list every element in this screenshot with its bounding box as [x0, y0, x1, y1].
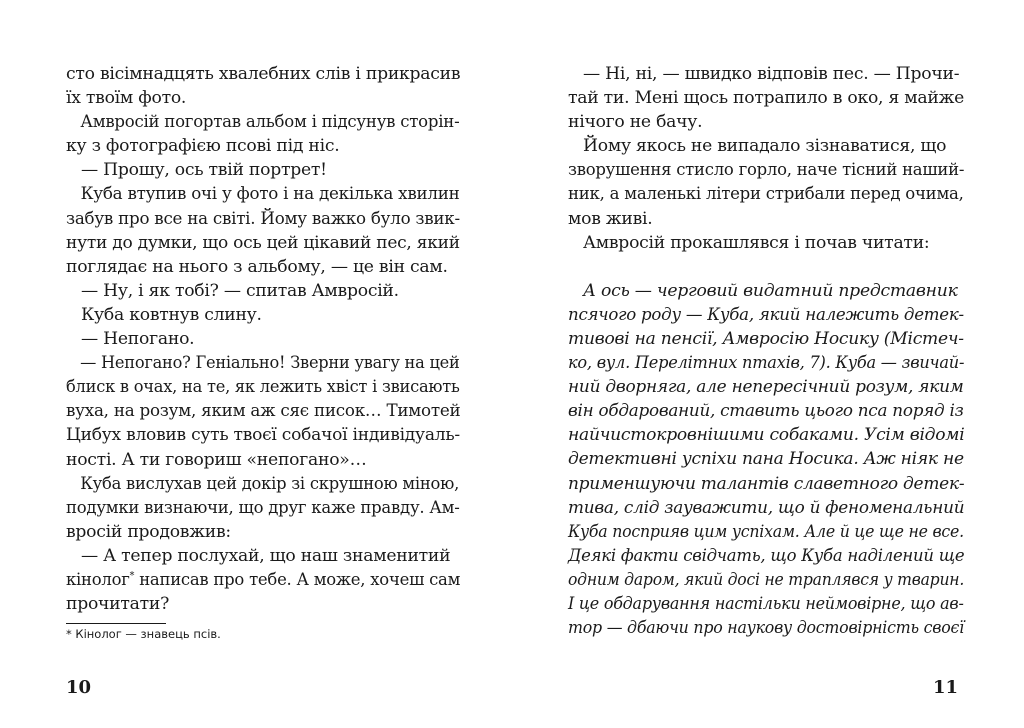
text-line: Куба втупив очі у фото і на декілька хвилин — [80, 184, 460, 205]
right-page-text — [568, 62, 964, 640]
quoted-text-line: він обдарований, ставить цього пса поряд із — [568, 401, 964, 422]
text-line: ності. А ти говориш «непогано»… — [66, 449, 367, 470]
text-line: тай ти. Мені щось потрапило в око, я майже — [568, 88, 965, 109]
text-line: прочитати? — [66, 594, 170, 615]
text-line: нути до думки, що ось цей цікавий пес, який — [66, 232, 460, 253]
text-line: Куба вислухав цей докір зі скрушною міною, — [80, 473, 460, 494]
text-line: — Непогано. — [81, 329, 195, 350]
quoted-text-line: ний дворняга, але непересічний розум, яким — [568, 377, 964, 398]
footnote-mark: * — [129, 570, 135, 582]
quoted-text-line: детективні успіхи пана Носика. Аж ніяк не — [568, 449, 964, 470]
text-line-with-footnote-mark — [66, 568, 461, 592]
text-line: ку з фотографією псові під ніс. — [66, 136, 340, 157]
text-line: — Ну, і як тобі? — спитав Амвросій. — [81, 280, 399, 301]
quoted-text-line: Куба посприяв цим успіхам. Але й це ще не все. — [568, 521, 964, 542]
text-line: — Непогано? Геніально! Зверни увагу на цей — [80, 353, 460, 374]
text-line: сто вісімнадцять хвалебних слів і прикрасив — [66, 64, 461, 84]
quoted-text-line: ко, вул. Перелітних птахів, 7). Куба — звичай- — [568, 353, 965, 374]
quoted-text-line: тор — дбаючи про наукову достовірність своєї — [568, 618, 964, 639]
paragraph-gap — [568, 255, 964, 279]
text-line: Амвросій прокашлявся і почав читати: — [583, 232, 930, 253]
text-line: їх твоїм фото. — [66, 88, 187, 109]
text-line: мов живі. — [568, 208, 653, 229]
quoted-text-line: тивові на пенсії, Амвросію Носику (Містеч- — [568, 328, 964, 349]
text-line: подумки визнаючи, що друг каже правду. Ам- — [66, 497, 460, 518]
quoted-text-line: тива, слід зауважити, що й феноменальний — [568, 497, 965, 518]
quoted-text-line: А ось — черговий видатний представник — [583, 280, 958, 301]
text-line: зворушення стисло горло, наче тісний наший- — [568, 160, 965, 181]
quoted-text-line: псячого роду — Куба, який належить детек- — [568, 304, 964, 325]
text-line: — Ні, ні, — швидко відповів пес. — Прочи- — [583, 64, 960, 84]
quoted-text-line: применшуючи талантів славетного детек- — [568, 473, 965, 494]
text-line: Йому якось не випадало зізнаватися, що — [583, 136, 947, 157]
text-line: Цибух вловив суть твоєї собачої індивідуаль- — [66, 425, 460, 446]
page-number-left: 10 — [66, 677, 92, 698]
quoted-text-line: одним даром, який досі не траплявся у тварин. — [568, 569, 965, 590]
quoted-text-line: І це обдарування настільки неймовірне, що ав- — [568, 593, 964, 614]
footnote-term: кінолог — [66, 569, 130, 590]
footnote-separator — [66, 623, 166, 624]
text-line: — Прошу, ось твій портрет! — [81, 160, 327, 181]
left-page-text — [66, 62, 460, 616]
text-line: забув про все на світі. Йому важко було звик- — [66, 208, 460, 229]
quoted-text-line: найчистокровнішими собаками. Усім відомі — [568, 425, 965, 446]
text-line: Амвросій погортав альбом і підсунув сторін- — [80, 112, 460, 133]
text-line: блиск в очах, на те, як лежить хвіст і звисають — [66, 377, 460, 398]
text-line: нічого не бачу. — [568, 112, 703, 133]
text-line: Куба ковтнув слину. — [81, 304, 262, 325]
text-line: — А тепер послухай, що наш знаменитий — [81, 545, 451, 566]
text-line: вуха, на розум, яким аж сяє писок… Тимотей — [66, 401, 461, 422]
text-line: ник, а маленькі літери стрибали перед очима, — [568, 184, 964, 205]
text-fragment: написав про тебе. А може, хочеш сам — [134, 569, 461, 590]
page-number-right: 11 — [932, 677, 958, 698]
footnote: * Кінолог — знавець псів. — [66, 627, 221, 641]
text-line: вросій продовжив: — [66, 521, 231, 542]
text-line: поглядає на нього з альбому, — це він сам. — [66, 256, 448, 277]
quoted-text-line: Деякі факти свідчать, що Куба наділений ще — [568, 545, 965, 566]
